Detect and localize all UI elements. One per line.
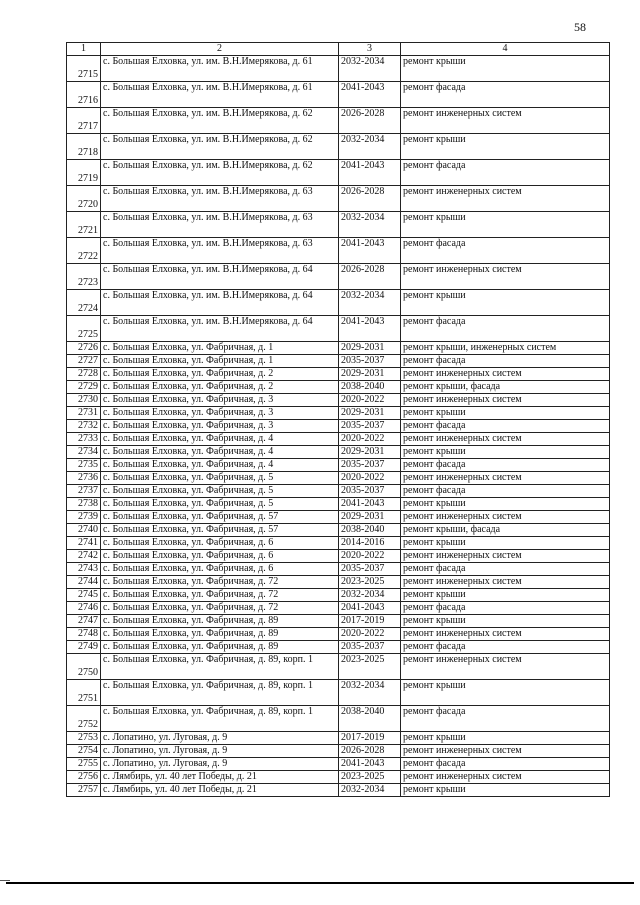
address-cell: с. Большая Елховка, ул. Фабричная, д. 6 — [101, 537, 339, 550]
row-number: 2723 — [67, 264, 101, 290]
address-cell: с. Большая Елховка, ул. Фабричная, д. 89, корп. 1 — [101, 706, 339, 732]
footer-rule — [6, 882, 634, 884]
period-cell: 2038-2040 — [339, 706, 401, 732]
period-cell: 2038-2040 — [339, 524, 401, 537]
row-number: 2746 — [67, 602, 101, 615]
row-number: 2753 — [67, 732, 101, 745]
work-type-cell: ремонт крыши — [401, 784, 610, 797]
row-number: 2748 — [67, 628, 101, 641]
period-cell: 2035-2037 — [339, 563, 401, 576]
work-type-cell: ремонт фасада — [401, 706, 610, 732]
footer-dash — [0, 880, 10, 881]
row-number: 2734 — [67, 446, 101, 459]
table-header-row — [67, 43, 610, 56]
table-row — [67, 784, 610, 797]
address-cell: с. Большая Елховка, ул. им. В.Н.Имерякова, д. 64 — [101, 264, 339, 290]
period-cell: 2026-2028 — [339, 264, 401, 290]
table-row — [67, 407, 610, 420]
row-number: 2729 — [67, 381, 101, 394]
work-type-cell: ремонт фасада — [401, 160, 610, 186]
row-number: 2744 — [67, 576, 101, 589]
period-cell: 2041-2043 — [339, 82, 401, 108]
table-row — [67, 446, 610, 459]
address-cell: с. Большая Елховка, ул. Фабричная, д. 72 — [101, 602, 339, 615]
period-cell: 2041-2043 — [339, 498, 401, 511]
period-cell: 2035-2037 — [339, 355, 401, 368]
address-cell: с. Большая Елховка, ул. Фабричная, д. 2 — [101, 368, 339, 381]
row-number: 2745 — [67, 589, 101, 602]
table-row — [67, 628, 610, 641]
address-cell: с. Большая Елховка, ул. им. В.Н.Имерякова, д. 61 — [101, 56, 339, 82]
table-row — [67, 381, 610, 394]
address-cell: с. Большая Елховка, ул. Фабричная, д. 4 — [101, 433, 339, 446]
row-number: 2752 — [67, 706, 101, 732]
work-type-cell: ремонт инженерных систем — [401, 511, 610, 524]
period-cell: 2032-2034 — [339, 589, 401, 602]
work-type-cell: ремонт фасада — [401, 641, 610, 654]
table-row — [67, 615, 610, 628]
work-type-cell: ремонт фасада — [401, 485, 610, 498]
row-number: 2719 — [67, 160, 101, 186]
row-number: 2737 — [67, 485, 101, 498]
work-type-cell: ремонт инженерных систем — [401, 654, 610, 680]
address-cell: с. Большая Елховка, ул. Фабричная, д. 89 — [101, 628, 339, 641]
table-row — [67, 602, 610, 615]
address-cell: с. Большая Елховка, ул. Фабричная, д. 57 — [101, 524, 339, 537]
address-cell: с. Лопатино, ул. Луговая, д. 9 — [101, 745, 339, 758]
header-col-3: 3 — [339, 43, 401, 56]
table-row — [67, 498, 610, 511]
header-col-1: 1 — [67, 43, 101, 56]
address-cell: с. Большая Елховка, ул. Фабричная, д. 72 — [101, 589, 339, 602]
period-cell: 2020-2022 — [339, 433, 401, 446]
period-cell: 2026-2028 — [339, 108, 401, 134]
row-number: 2718 — [67, 134, 101, 160]
address-cell: с. Большая Елховка, ул. им. В.Н.Имерякова, д. 63 — [101, 186, 339, 212]
period-cell: 2020-2022 — [339, 394, 401, 407]
period-cell: 2023-2025 — [339, 771, 401, 784]
table-row — [67, 368, 610, 381]
period-cell: 2035-2037 — [339, 420, 401, 433]
period-cell: 2020-2022 — [339, 550, 401, 563]
work-type-cell: ремонт крыши — [401, 56, 610, 82]
work-type-cell: ремонт фасада — [401, 602, 610, 615]
table-row — [67, 563, 610, 576]
period-cell: 2035-2037 — [339, 485, 401, 498]
address-cell: с. Большая Елховка, ул. им. В.Н.Имерякова, д. 63 — [101, 238, 339, 264]
row-number: 2730 — [67, 394, 101, 407]
row-number: 2747 — [67, 615, 101, 628]
work-type-cell: ремонт инженерных систем — [401, 550, 610, 563]
header-col-4: 4 — [401, 43, 610, 56]
table-row — [67, 316, 610, 342]
work-type-cell: ремонт инженерных систем — [401, 368, 610, 381]
address-cell: с. Лямбирь, ул. 40 лет Победы, д. 21 — [101, 784, 339, 797]
address-cell: с. Большая Елховка, ул. Фабричная, д. 2 — [101, 381, 339, 394]
address-cell: с. Большая Елховка, ул. Фабричная, д. 6 — [101, 550, 339, 563]
work-type-cell: ремонт инженерных систем — [401, 576, 610, 589]
work-type-cell: ремонт фасада — [401, 420, 610, 433]
period-cell: 2032-2034 — [339, 680, 401, 706]
table-row — [67, 511, 610, 524]
period-cell: 2017-2019 — [339, 732, 401, 745]
row-number: 2739 — [67, 511, 101, 524]
period-cell: 2029-2031 — [339, 446, 401, 459]
period-cell: 2023-2025 — [339, 576, 401, 589]
period-cell: 2026-2028 — [339, 745, 401, 758]
period-cell: 2029-2031 — [339, 407, 401, 420]
address-cell: с. Большая Елховка, ул. им. В.Н.Имерякова, д. 61 — [101, 82, 339, 108]
row-number: 2735 — [67, 459, 101, 472]
work-type-cell: ремонт фасада — [401, 355, 610, 368]
period-cell: 2032-2034 — [339, 134, 401, 160]
period-cell: 2035-2037 — [339, 459, 401, 472]
table-row — [67, 355, 610, 368]
work-type-cell: ремонт фасада — [401, 758, 610, 771]
work-type-cell: ремонт крыши — [401, 732, 610, 745]
address-cell: с. Большая Елховка, ул. им. В.Н.Имерякова, д. 62 — [101, 134, 339, 160]
address-cell: с. Большая Елховка, ул. Фабричная, д. 6 — [101, 563, 339, 576]
address-cell: с. Большая Елховка, ул. Фабричная, д. 1 — [101, 342, 339, 355]
work-type-cell: ремонт инженерных систем — [401, 628, 610, 641]
address-cell: с. Большая Елховка, ул. им. В.Н.Имерякова, д. 63 — [101, 212, 339, 238]
row-number: 2733 — [67, 433, 101, 446]
work-type-cell: ремонт крыши, инженерных систем — [401, 342, 610, 355]
table-row — [67, 238, 610, 264]
repair-schedule-table — [66, 42, 610, 797]
table-row — [67, 186, 610, 212]
work-type-cell: ремонт крыши — [401, 446, 610, 459]
work-type-cell: ремонт инженерных систем — [401, 433, 610, 446]
row-number: 2756 — [67, 771, 101, 784]
period-cell: 2038-2040 — [339, 381, 401, 394]
table-row — [67, 264, 610, 290]
row-number: 2751 — [67, 680, 101, 706]
address-cell: с. Большая Елховка, ул. Фабричная, д. 5 — [101, 472, 339, 485]
address-cell: с. Большая Елховка, ул. Фабричная, д. 89 — [101, 641, 339, 654]
work-type-cell: ремонт фасада — [401, 316, 610, 342]
table-row — [67, 680, 610, 706]
address-cell: с. Большая Елховка, ул. Фабричная, д. 5 — [101, 498, 339, 511]
row-number: 2722 — [67, 238, 101, 264]
period-cell: 2032-2034 — [339, 290, 401, 316]
table-row — [67, 472, 610, 485]
period-cell: 2041-2043 — [339, 602, 401, 615]
period-cell: 2023-2025 — [339, 654, 401, 680]
page-number: 58 — [574, 20, 586, 34]
row-number: 2738 — [67, 498, 101, 511]
table-row — [67, 420, 610, 433]
period-cell: 2035-2037 — [339, 641, 401, 654]
work-type-cell: ремонт инженерных систем — [401, 771, 610, 784]
table-row — [67, 589, 610, 602]
period-cell: 2041-2043 — [339, 316, 401, 342]
period-cell: 2041-2043 — [339, 758, 401, 771]
address-cell: с. Большая Елховка, ул. Фабричная, д. 89 — [101, 615, 339, 628]
address-cell: с. Большая Елховка, ул. Фабричная, д. 3 — [101, 407, 339, 420]
period-cell: 2032-2034 — [339, 784, 401, 797]
table-row — [67, 160, 610, 186]
table-row — [67, 82, 610, 108]
period-cell: 2020-2022 — [339, 628, 401, 641]
header-col-2: 2 — [101, 43, 339, 56]
work-type-cell: ремонт крыши — [401, 290, 610, 316]
row-number: 2740 — [67, 524, 101, 537]
table-row — [67, 433, 610, 446]
row-number: 2716 — [67, 82, 101, 108]
period-cell: 2032-2034 — [339, 212, 401, 238]
period-cell: 2020-2022 — [339, 472, 401, 485]
address-cell: с. Большая Елховка, ул. Фабричная, д. 3 — [101, 420, 339, 433]
work-type-cell: ремонт крыши — [401, 407, 610, 420]
table-row — [67, 56, 610, 82]
work-type-cell: ремонт инженерных систем — [401, 186, 610, 212]
row-number: 2741 — [67, 537, 101, 550]
address-cell: с. Большая Елховка, ул. им. В.Н.Имерякова, д. 64 — [101, 290, 339, 316]
address-cell: с. Большая Елховка, ул. Фабричная, д. 72 — [101, 576, 339, 589]
work-type-cell: ремонт инженерных систем — [401, 108, 610, 134]
address-cell: с. Лопатино, ул. Луговая, д. 9 — [101, 758, 339, 771]
address-cell: с. Большая Елховка, ул. им. В.Н.Имерякова, д. 62 — [101, 160, 339, 186]
work-type-cell: ремонт крыши — [401, 615, 610, 628]
address-cell: с. Большая Елховка, ул. Фабричная, д. 1 — [101, 355, 339, 368]
period-cell: 2017-2019 — [339, 615, 401, 628]
address-cell: с. Лопатино, ул. Луговая, д. 9 — [101, 732, 339, 745]
work-type-cell: ремонт фасада — [401, 82, 610, 108]
row-number: 2721 — [67, 212, 101, 238]
table-row — [67, 524, 610, 537]
work-type-cell: ремонт инженерных систем — [401, 472, 610, 485]
period-cell: 2041-2043 — [339, 238, 401, 264]
address-cell: с. Большая Елховка, ул. Фабричная, д. 57 — [101, 511, 339, 524]
period-cell: 2029-2031 — [339, 342, 401, 355]
table-row — [67, 212, 610, 238]
table-row — [67, 537, 610, 550]
table-row — [67, 394, 610, 407]
row-number: 2725 — [67, 316, 101, 342]
work-type-cell: ремонт крыши — [401, 589, 610, 602]
period-cell: 2041-2043 — [339, 160, 401, 186]
work-type-cell: ремонт крыши — [401, 680, 610, 706]
address-cell: с. Большая Елховка, ул. Фабричная, д. 3 — [101, 394, 339, 407]
address-cell: с. Большая Елховка, ул. Фабричная, д. 5 — [101, 485, 339, 498]
row-number: 2757 — [67, 784, 101, 797]
row-number: 2743 — [67, 563, 101, 576]
period-cell: 2026-2028 — [339, 186, 401, 212]
row-number: 2724 — [67, 290, 101, 316]
table-row — [67, 459, 610, 472]
address-cell: с. Большая Елховка, ул. им. В.Н.Имерякова, д. 62 — [101, 108, 339, 134]
work-type-cell: ремонт крыши — [401, 212, 610, 238]
period-cell: 2014-2016 — [339, 537, 401, 550]
table-row — [67, 758, 610, 771]
work-type-cell: ремонт фасада — [401, 563, 610, 576]
row-number: 2728 — [67, 368, 101, 381]
table-row — [67, 654, 610, 680]
row-number: 2750 — [67, 654, 101, 680]
address-cell: с. Большая Елховка, ул. им. В.Н.Имерякова, д. 64 — [101, 316, 339, 342]
table-row — [67, 485, 610, 498]
table-row — [67, 771, 610, 784]
address-cell: с. Большая Елховка, ул. Фабричная, д. 89, корп. 1 — [101, 654, 339, 680]
row-number: 2717 — [67, 108, 101, 134]
row-number: 2732 — [67, 420, 101, 433]
period-cell: 2032-2034 — [339, 56, 401, 82]
row-number: 2749 — [67, 641, 101, 654]
row-number: 2720 — [67, 186, 101, 212]
address-cell: с. Большая Елховка, ул. Фабричная, д. 4 — [101, 459, 339, 472]
row-number: 2731 — [67, 407, 101, 420]
work-type-cell: ремонт крыши, фасада — [401, 524, 610, 537]
row-number: 2755 — [67, 758, 101, 771]
address-cell: с. Лямбирь, ул. 40 лет Победы, д. 21 — [101, 771, 339, 784]
table-row — [67, 706, 610, 732]
table-row — [67, 342, 610, 355]
address-cell: с. Большая Елховка, ул. Фабричная, д. 4 — [101, 446, 339, 459]
work-type-cell: ремонт инженерных систем — [401, 745, 610, 758]
table-row — [67, 745, 610, 758]
table-row — [67, 732, 610, 745]
work-type-cell: ремонт фасада — [401, 459, 610, 472]
row-number: 2754 — [67, 745, 101, 758]
work-type-cell: ремонт крыши — [401, 537, 610, 550]
period-cell: 2029-2031 — [339, 368, 401, 381]
row-number: 2727 — [67, 355, 101, 368]
work-type-cell: ремонт крыши — [401, 498, 610, 511]
address-cell: с. Большая Елховка, ул. Фабричная, д. 89, корп. 1 — [101, 680, 339, 706]
table-row — [67, 108, 610, 134]
table-row — [67, 641, 610, 654]
period-cell: 2029-2031 — [339, 511, 401, 524]
row-number: 2736 — [67, 472, 101, 485]
work-type-cell: ремонт крыши — [401, 134, 610, 160]
table-row — [67, 576, 610, 589]
table-body — [67, 56, 610, 797]
table-row — [67, 550, 610, 563]
work-type-cell: ремонт крыши, фасада — [401, 381, 610, 394]
table-row — [67, 134, 610, 160]
table-row — [67, 290, 610, 316]
work-type-cell: ремонт фасада — [401, 238, 610, 264]
work-type-cell: ремонт инженерных систем — [401, 394, 610, 407]
row-number: 2742 — [67, 550, 101, 563]
row-number: 2715 — [67, 56, 101, 82]
work-type-cell: ремонт инженерных систем — [401, 264, 610, 290]
row-number: 2726 — [67, 342, 101, 355]
